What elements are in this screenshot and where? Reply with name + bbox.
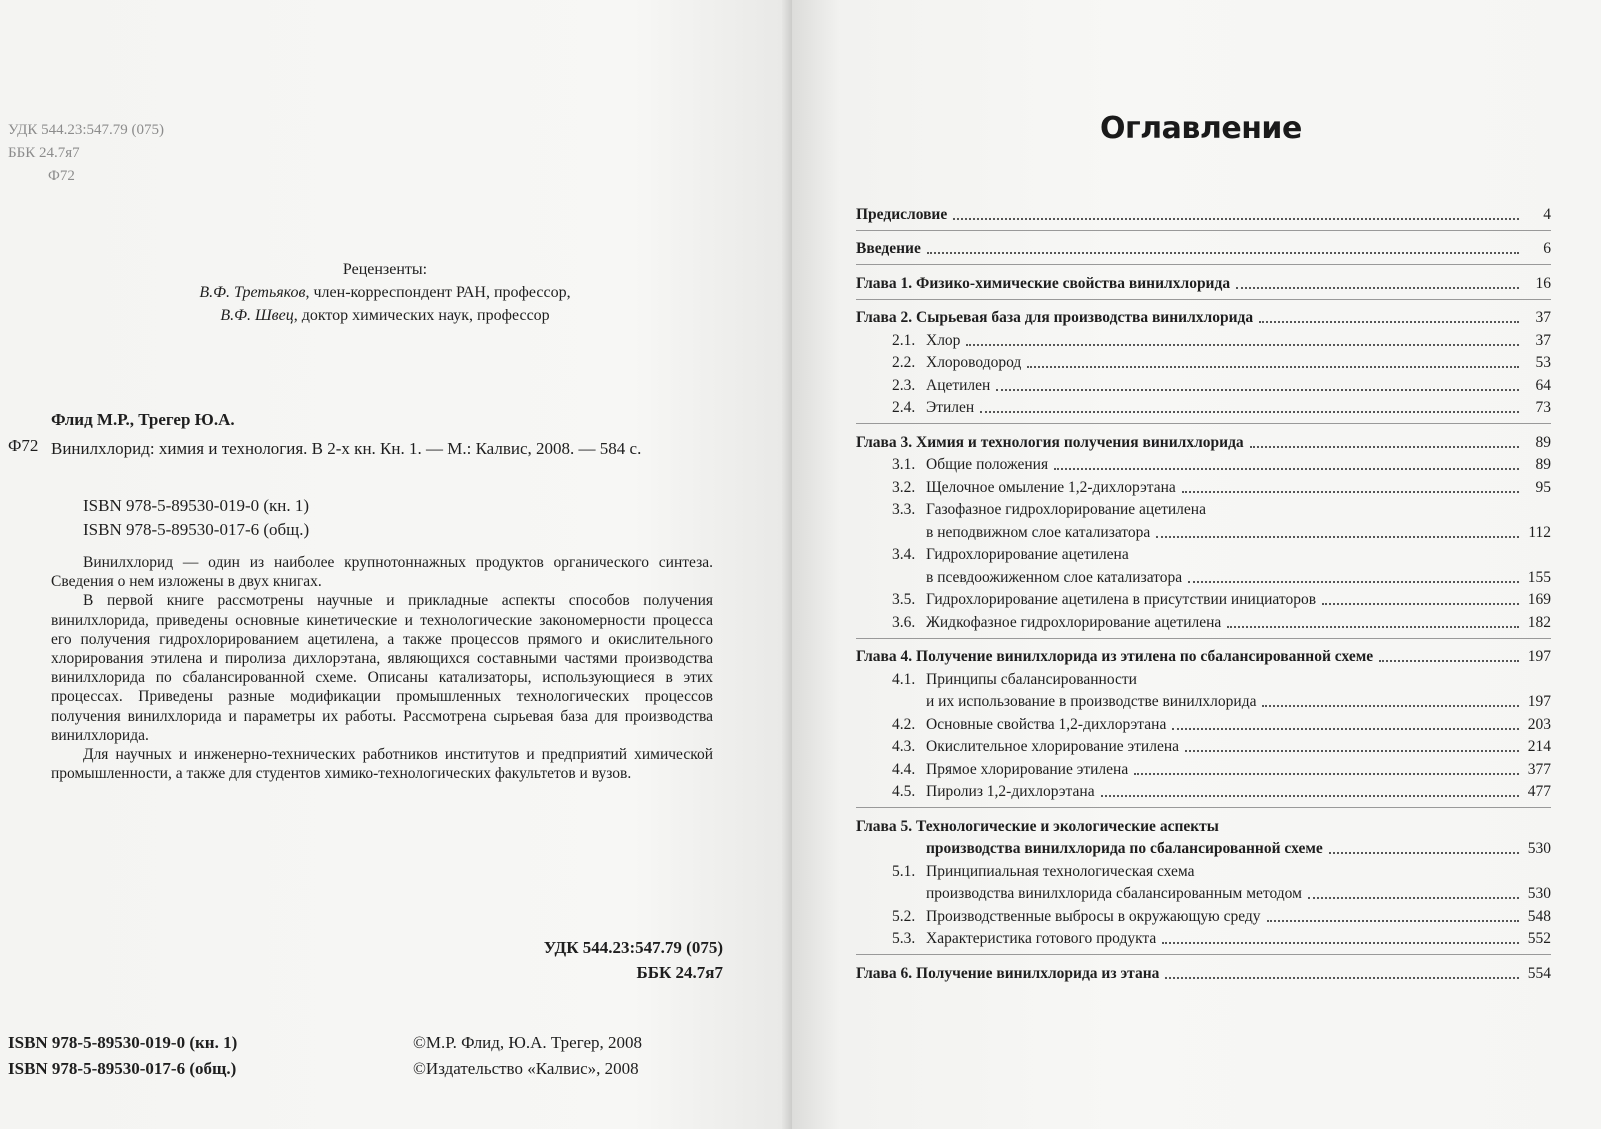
toc-chapter-row [856, 644, 1551, 667]
toc-separator [856, 807, 1551, 808]
toc-section-row [856, 858, 1551, 881]
toc-leader-dots [1308, 896, 1519, 899]
udk-faded-block [8, 119, 164, 188]
abstract-paragraph: Винилхлорид — один из наиболее крупнотоннажных продуктов органического синтеза. Сведения о нем изложены в двух книгах. [51, 554, 713, 591]
toc-section-title: Окислительное хлорирование этилена [926, 738, 1180, 755]
toc-chapter-row [856, 305, 1551, 328]
toc-section-row [856, 734, 1551, 757]
toc-section-row [856, 542, 1551, 565]
toc-page-number: 530 [1527, 885, 1551, 902]
toc-leader-dots [1054, 467, 1519, 470]
toc-section-number: 4.1. [892, 670, 916, 688]
copyright-block [413, 1030, 642, 1082]
isbn-line: ISBN 978-5-89530-017-6 (общ.) [8, 1059, 237, 1078]
toc-leader-dots [1236, 286, 1519, 289]
abstract-paragraph: Для научных и инженерно-технических работников институтов и предприятий химической промышленности, а также для студентов химико-технологических факультетов и вузов. [51, 746, 713, 783]
toc-leader-dots [1227, 625, 1519, 628]
toc-leader-dots [996, 388, 1519, 391]
toc-section-row [856, 327, 1551, 350]
toc-leader-dots [927, 251, 1519, 254]
toc-section-continuation [856, 881, 1551, 904]
toc-chapter-title: Глава 1. Физико-химические свойства винилхлорида [856, 274, 1231, 292]
toc-separator [856, 230, 1551, 231]
authors: Флид М.Р., Трегер Ю.А. [51, 410, 235, 429]
abstract-paragraph: В первой книге рассмотрены научные и прикладные аспекты способов получения винилхлорида, приведены основные кинетические и технологические закономерности процесса его получения гидрохлорированием ацетилена, а также процессов прямого и окислительного хлорирования этилена и пиролиза дихлорэтана, являющихся составными частями производства винилхлорида по сбалансированной схеме. Описаны катализаторы, использующиеся в этих процессах. Приведены разные модификации промышленных технологических процессов получения винилхлорида и параметры их работы. Рассмотрена сырьевая база для производства винилхлорида. [51, 592, 713, 744]
toc-section-title: Производственные выбросы в окружающую среду [926, 907, 1261, 925]
reviewer-title: , доктор химических наук, профессор [293, 307, 550, 324]
toc-section-continuation [856, 564, 1551, 587]
toc-section-row [856, 497, 1551, 520]
toc-section-title-cont: в псевдоожиженном слое катализатора [926, 568, 1183, 586]
toc-leader-dots [1322, 602, 1519, 605]
toc-chapter-row [856, 813, 1551, 836]
bibliographic-description: Винилхлорид: химия и технология. В 2-х кн. Кн. 1. — М.: Калвис, 2008. — 584 с. [51, 439, 642, 458]
toc-page-number: 95 [1535, 478, 1551, 496]
copyright-line: ©Издательство «Калвис», 2008 [413, 1059, 639, 1078]
toc-section-number: 4.5. [892, 783, 916, 800]
code-faded-line: Ф72 [48, 168, 75, 184]
toc-section-row [856, 756, 1551, 779]
toc-page-number: 89 [1535, 456, 1551, 473]
toc-chapter-row [856, 960, 1551, 983]
udk-faded-line: УДК 544.23:547.79 (075) [8, 122, 164, 138]
toc-title: Оглавление [1100, 111, 1302, 146]
abstract [51, 553, 713, 783]
toc-page-number: 89 [1535, 433, 1551, 451]
isbn-line: ISBN 978-5-89530-019-0 (кн. 1) [8, 1033, 238, 1052]
toc-section-row [856, 452, 1551, 475]
toc-section-number: 5.2. [892, 907, 916, 925]
isbn-line: ISBN 978-5-89530-019-0 (кн. 1) [83, 496, 310, 515]
toc-page-number: 53 [1535, 354, 1551, 371]
toc-section-title-cont: и их использование в производстве винилхлорида [926, 693, 1257, 710]
toc-page-number: 197 [1527, 693, 1551, 710]
toc-leader-dots [1027, 365, 1519, 368]
udk-line: УДК 544.23:547.79 (075) [543, 938, 723, 957]
toc-leader-dots [966, 343, 1519, 346]
toc-section-row [856, 609, 1551, 632]
toc-page-number: 37 [1535, 331, 1551, 349]
reviewer-line [100, 281, 670, 304]
toc-leader-dots [1259, 320, 1519, 323]
toc-page-number: 552 [1527, 930, 1551, 947]
toc-page-number: 112 [1528, 523, 1551, 541]
toc-leader-dots [953, 217, 1519, 220]
table-of-contents [856, 201, 1551, 983]
toc-section-title-cont: производства винилхлорида сбалансированным методом [926, 885, 1302, 902]
toc-section-row [856, 779, 1551, 802]
toc-leader-dots [1134, 772, 1519, 775]
toc-chapter-title: Предисловие [856, 205, 948, 223]
toc-chapter-continuation [856, 836, 1551, 859]
toc-section-title: Гидрохлорирование ацетилена [926, 546, 1129, 563]
toc-section-title: Характеристика готового продукта [926, 930, 1157, 947]
toc-chapter-row [856, 201, 1551, 224]
toc-chapter-row [856, 236, 1551, 259]
reviewer-line [100, 304, 670, 327]
toc-section-number: 3.5. [892, 591, 916, 608]
toc-page-number: 16 [1535, 274, 1551, 292]
toc-section-number: 5.1. [892, 862, 916, 880]
toc-leader-dots [1250, 445, 1519, 448]
toc-section-number: 2.2. [892, 354, 916, 371]
toc-leader-dots [1185, 749, 1519, 752]
toc-section-row [856, 395, 1551, 418]
toc-chapter-title: Глава 5. Технологические и экологические аспекты [856, 817, 1219, 835]
toc-section-row [856, 926, 1551, 949]
toc-section-row [856, 903, 1551, 926]
toc-leader-dots [1267, 919, 1519, 922]
udk-bold-block [440, 935, 723, 985]
toc-page-number: 182 [1527, 613, 1551, 631]
toc-section-row [856, 666, 1551, 689]
toc-page-number: 37 [1535, 309, 1551, 326]
toc-page-number: 477 [1527, 783, 1551, 800]
reviewers-block [100, 258, 670, 327]
toc-section-title: Газофазное гидрохлорирование ацетилена [926, 501, 1206, 518]
toc-section-continuation [856, 689, 1551, 712]
toc-chapter-title: Глава 2. Сырьевая база для производства винилхлорида [856, 309, 1254, 326]
toc-section-title: Хлор [926, 331, 961, 349]
toc-page-number: 548 [1527, 907, 1551, 925]
toc-page-number: 377 [1527, 760, 1551, 778]
toc-section-row [856, 474, 1551, 497]
toc-section-number: 3.3. [892, 501, 916, 518]
toc-section-number: 2.4. [892, 399, 916, 416]
toc-leader-dots [1162, 941, 1519, 944]
toc-page-number: 197 [1527, 648, 1551, 665]
copyright-line: ©М.Р. Флид, Ю.А. Трегер, 2008 [413, 1033, 643, 1052]
toc-leader-dots [1101, 794, 1519, 797]
toc-section-title: Прямое хлорирование этилена [926, 760, 1129, 778]
bbk-line: ББК 24.7я7 [636, 963, 723, 982]
toc-chapter-title: Глава 3. Химия и технология получения винилхлорида [856, 433, 1244, 451]
toc-section-title: Хлороводород [926, 354, 1022, 371]
toc-page-number: 64 [1535, 376, 1551, 394]
toc-section-number: 4.2. [892, 715, 916, 733]
toc-separator [856, 299, 1551, 300]
toc-chapter-title: Глава 4. Получение винилхлорида из этилена по сбалансированной схеме [856, 648, 1374, 665]
toc-section-number: 3.2. [892, 478, 916, 496]
toc-page-number: 214 [1527, 738, 1551, 755]
toc-section-number: 3.1. [892, 456, 916, 473]
toc-chapter-row [856, 429, 1551, 452]
toc-leader-dots [1165, 976, 1519, 979]
toc-separator [856, 264, 1551, 265]
toc-section-title: Общие положения [926, 456, 1049, 473]
toc-page-number: 554 [1527, 964, 1551, 982]
toc-chapter-title: Введение [856, 240, 921, 257]
toc-leader-dots [1156, 535, 1519, 538]
isbn-line: ISBN 978-5-89530-017-6 (общ.) [83, 520, 310, 539]
toc-section-continuation [856, 519, 1551, 542]
toc-section-title: Щелочное омыление 1,2-дихлорэтана [926, 478, 1176, 496]
isbn-block [83, 494, 309, 542]
toc-leader-dots [1182, 490, 1519, 493]
toc-section-row [856, 372, 1551, 395]
toc-section-title-cont: в неподвижном слое катализатора [926, 523, 1151, 541]
toc-page-number: 155 [1527, 568, 1551, 586]
toc-section-number: 3.4. [892, 546, 916, 563]
toc-page-number: 530 [1527, 840, 1551, 857]
left-page [0, 0, 792, 1129]
toc-leader-dots [1379, 659, 1519, 662]
toc-section-number: 5.3. [892, 930, 916, 947]
toc-section-number: 2.1. [892, 331, 916, 349]
toc-page-number: 73 [1535, 399, 1551, 416]
toc-leader-dots [1262, 704, 1519, 707]
isbn-bottom-block [8, 1030, 237, 1082]
toc-section-number: 4.4. [892, 760, 916, 778]
reviewer-title: , член-корреспондент РАН, профессор, [305, 284, 571, 301]
toc-section-number: 2.3. [892, 376, 916, 394]
toc-chapter-title-cont: производства винилхлорида по сбалансированной схеме [926, 840, 1323, 857]
toc-section-number: 4.3. [892, 738, 916, 755]
toc-leader-dots [980, 410, 1519, 413]
toc-section-number: 3.6. [892, 613, 916, 631]
toc-section-row [856, 587, 1551, 610]
toc-section-title: Принципы сбалансированности [926, 670, 1137, 688]
reviewer-name: В.Ф. Третьяков [199, 284, 306, 301]
toc-section-title: Жидкофазное гидрохлорирование ацетилена [926, 613, 1222, 631]
toc-section-title: Основные свойства 1,2-дихлорэтана [926, 715, 1167, 733]
toc-chapter-row [856, 270, 1551, 293]
reviewers-heading: Рецензенты: [342, 261, 428, 278]
toc-page-number: 4 [1543, 205, 1551, 223]
toc-chapter-title: Глава 6. Получение винилхлорида из этана [856, 964, 1160, 982]
toc-page-number: 203 [1527, 715, 1551, 733]
toc-section-title: Принципиальная технологическая схема [926, 862, 1195, 880]
toc-leader-dots [1188, 580, 1519, 583]
toc-separator [856, 638, 1551, 639]
toc-page-number: 169 [1527, 591, 1551, 608]
reviewer-name: В.Ф. Швец [220, 307, 294, 324]
toc-separator [856, 423, 1551, 424]
toc-section-row [856, 711, 1551, 734]
toc-separator [856, 954, 1551, 955]
toc-section-row [856, 350, 1551, 373]
toc-section-title: Этилен [926, 399, 975, 416]
toc-section-title: Ацетилен [926, 376, 991, 394]
toc-section-title: Гидрохлорирование ацетилена в присутствии инициаторов [926, 591, 1317, 608]
classification-code: Ф72 [8, 436, 39, 455]
toc-page-number: 6 [1543, 240, 1551, 257]
toc-leader-dots [1329, 851, 1519, 854]
toc-leader-dots [1172, 727, 1519, 730]
toc-section-title: Пиролиз 1,2-дихлорэтана [926, 783, 1095, 800]
bbk-faded-line: ББК 24.7я7 [8, 145, 80, 161]
